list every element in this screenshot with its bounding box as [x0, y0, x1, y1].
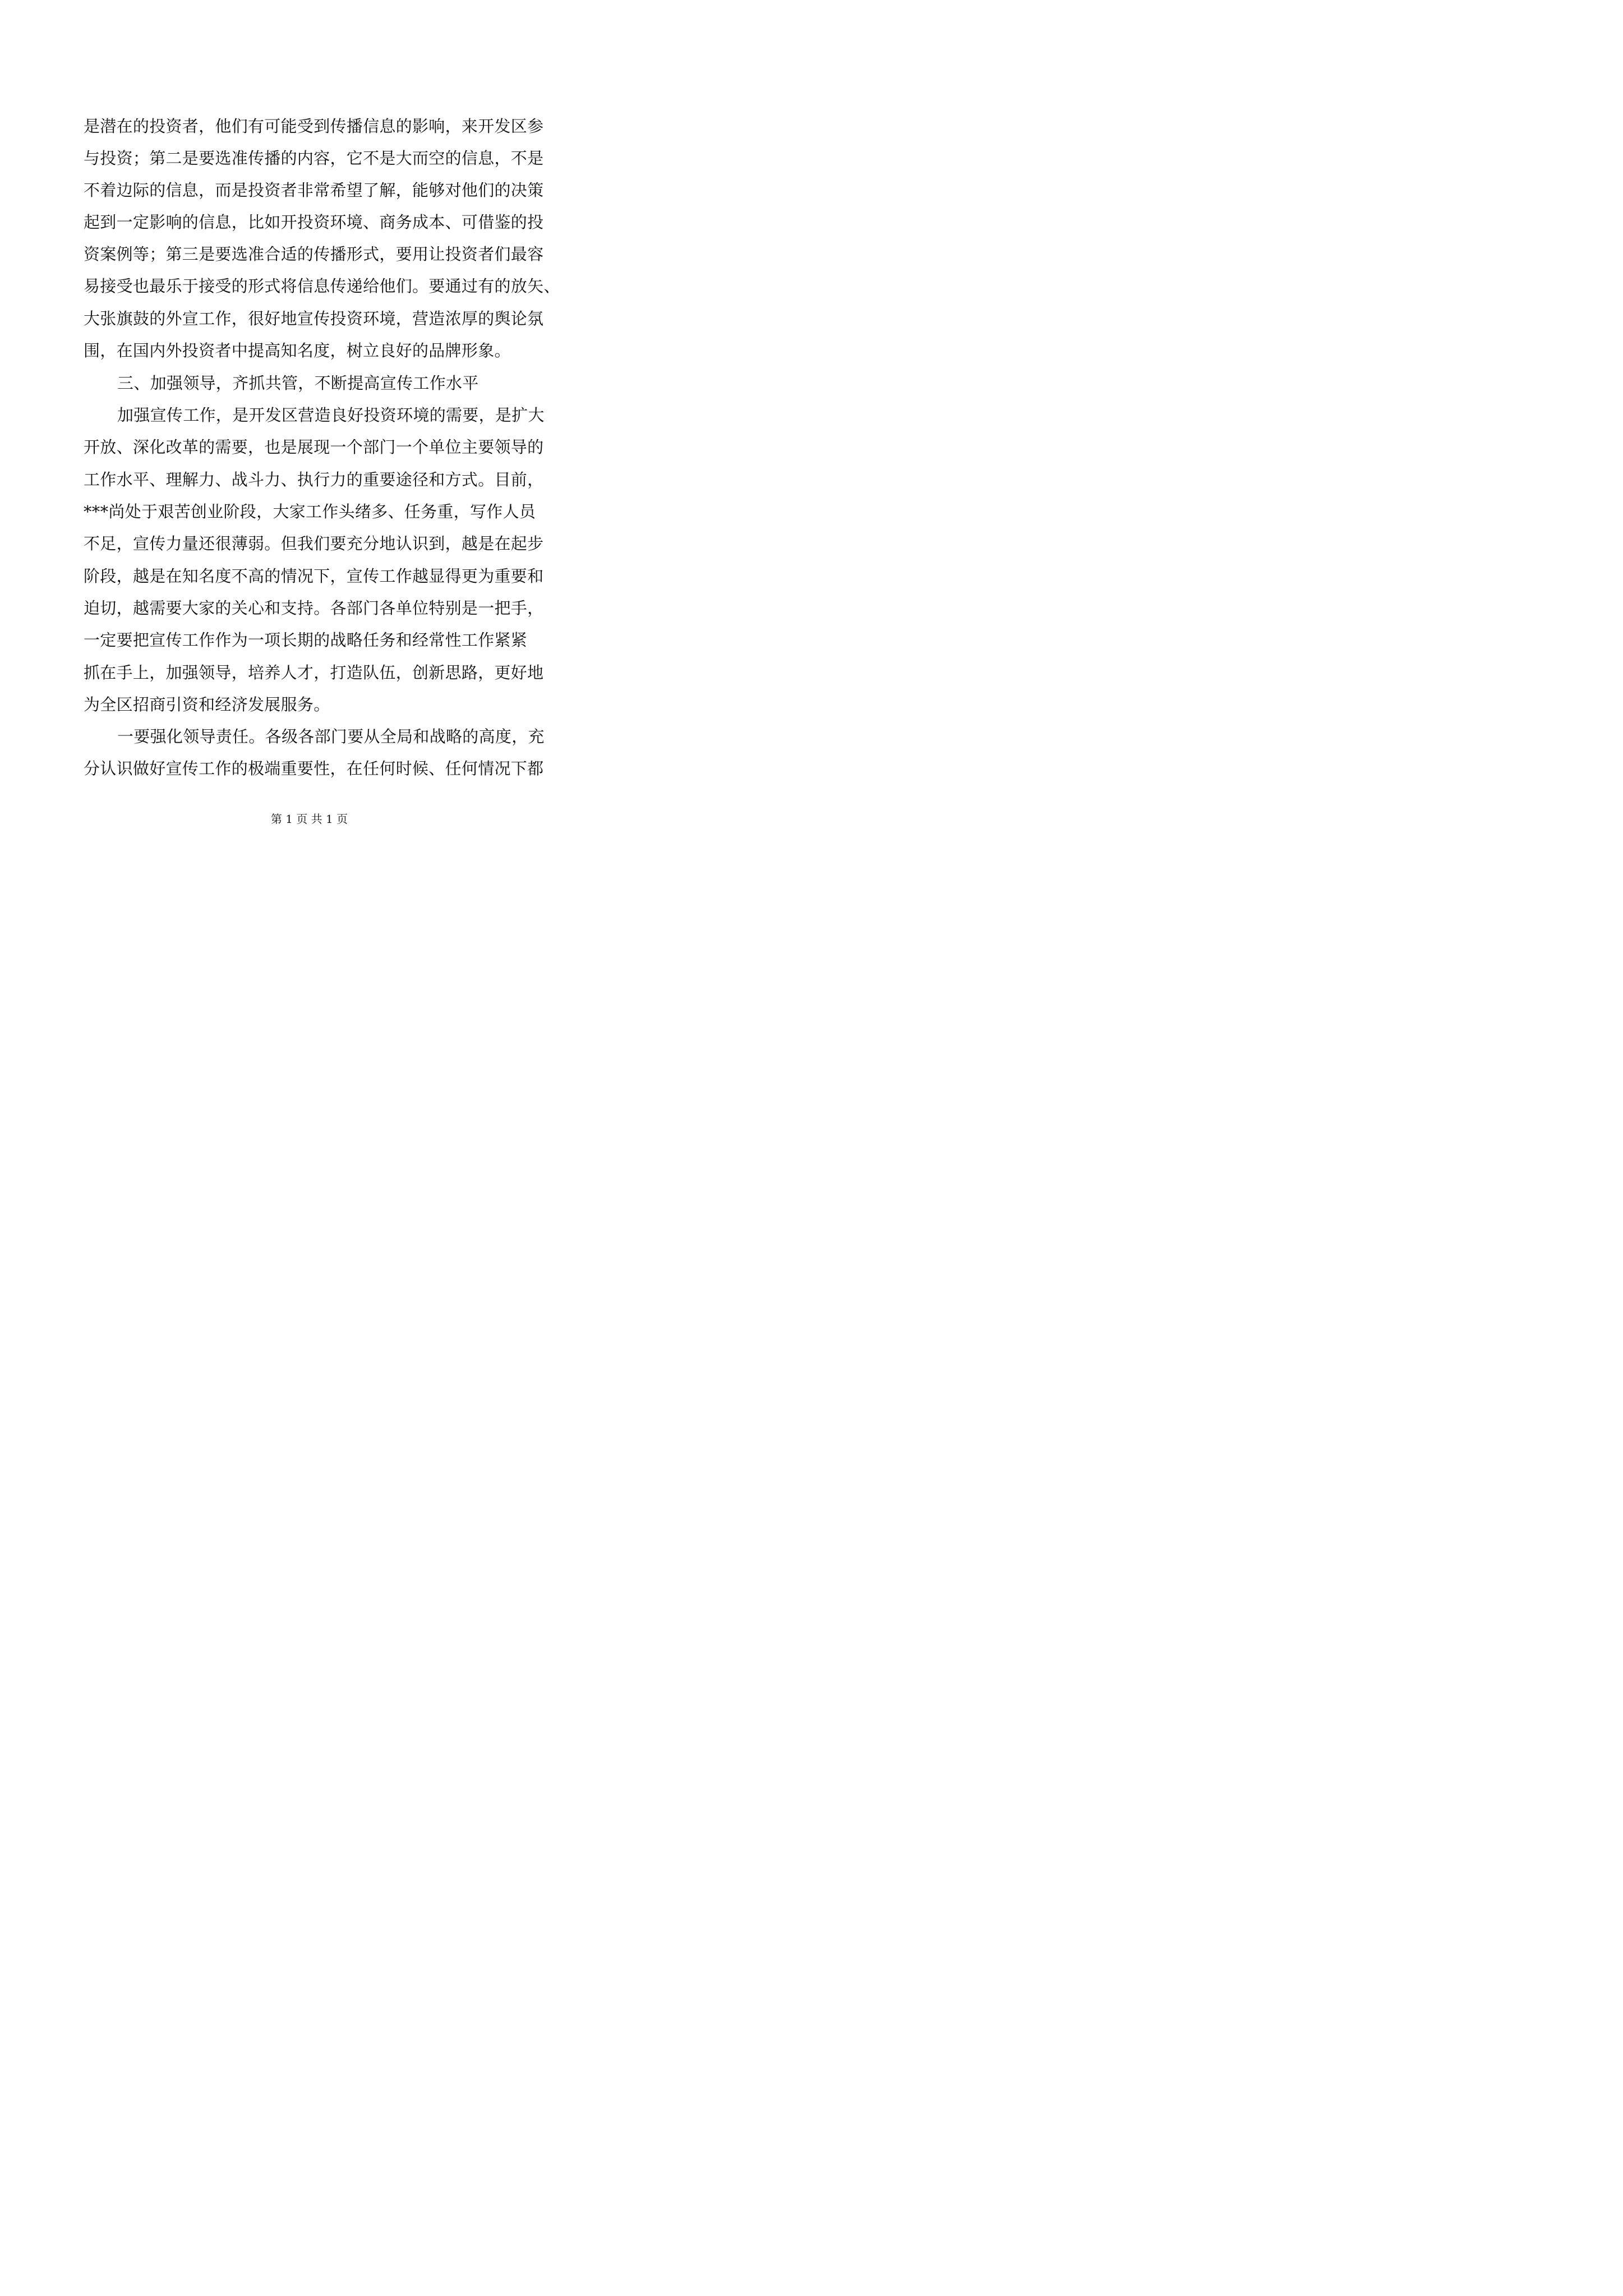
text-line: 易接受也最乐于接受的形式将信息传递给他们。要通过有的放矢、 [84, 277, 560, 296]
section-heading: 三、加强领导，齐抓共管，不断提高宣传工作水平 [117, 374, 479, 393]
text-line: 开放、深化改革的需要，也是展现一个部门一个单位主要领导的 [84, 438, 544, 457]
text-line: 资案例等；第三是要选准合适的传播形式，要用让投资者们最容 [84, 245, 544, 264]
text-line: ***尚处于艰苦创业阶段，大家工作头绪多、任务重，写作人员 [84, 502, 536, 521]
text-line: 为全区招商引资和经济发展服务。 [84, 695, 330, 714]
text-line: 起到一定影响的信息，比如开投资环境、商务成本、可借鉴的投 [84, 213, 544, 232]
page-number-footer: 第 1 页 共 1 页 [270, 812, 348, 826]
text-line: 围，在国内外投资者中提高知名度，树立良好的品牌形象。 [84, 341, 511, 360]
text-line: 与投资；第二是要选准传播的内容，它不是大而空的信息，不是 [84, 149, 544, 168]
text-line: 是潜在的投资者，他们有可能受到传播信息的影响，来开发区参 [84, 117, 544, 136]
paragraph-start: 加强宣传工作，是开发区营造良好投资环境的需要，是扩大 [117, 406, 545, 425]
text-line: 迫切，越需要大家的关心和支持。各部门各单位特别是一把手， [84, 599, 544, 618]
text-line: 不足，宣传力量还很薄弱。但我们要充分地认识到，越是在起步 [84, 534, 544, 553]
text-line: 抓在手上，加强领导，培养人才，打造队伍，创新思路，更好地 [84, 663, 544, 682]
text-line: 大张旗鼓的外宣工作，很好地宣传投资环境，营造浓厚的舆论氛 [84, 309, 544, 328]
text-line: 不着边际的信息，而是投资者非常希望了解，能够对他们的决策 [84, 181, 544, 200]
text-line: 一定要把宣传工作作为一项长期的战略任务和经常性工作紧紧 [84, 631, 528, 650]
text-line: 阶段，越是在知名度不高的情况下，宣传工作越显得更为重要和 [84, 567, 544, 586]
paragraph-start: 一要强化领导责任。各级各部门要从全局和战略的高度，充 [117, 727, 545, 746]
document-page [0, 0, 619, 876]
text-line: 工作水平、理解力、战斗力、执行力的重要途径和方式。目前， [84, 470, 544, 489]
text-line: 分认识做好宣传工作的极端重要性，在任何时候、任何情况下都 [84, 759, 544, 778]
